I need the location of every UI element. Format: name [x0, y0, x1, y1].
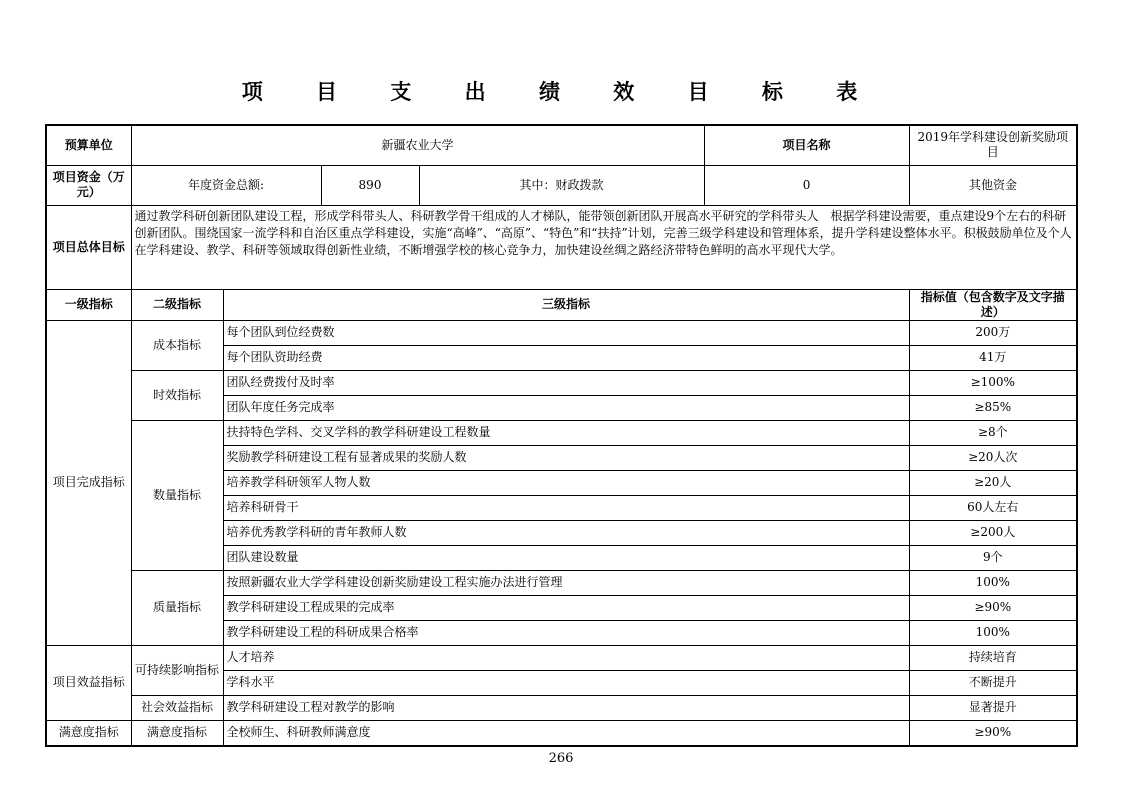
indicator-value: ≥100%	[909, 370, 1077, 395]
fiscal-label: 其中：财政拨款	[419, 165, 704, 205]
indicator-value: ≥20人次	[909, 445, 1077, 470]
budget-unit-label: 预算单位	[46, 125, 131, 165]
col-header-level2: 二级指标	[131, 289, 223, 320]
indicator-value: 9个	[909, 545, 1077, 570]
indicator-name: 全校师生、科研教师满意度	[223, 720, 909, 746]
indicator-value: ≥20人	[909, 470, 1077, 495]
indicator-name: 培养优秀教学科研的青年教师人数	[223, 520, 909, 545]
indicator-name: 团队年度任务完成率	[223, 395, 909, 420]
indicator-value: 60人左右	[909, 495, 1077, 520]
indicator-name: 每个团队资助经费	[223, 345, 909, 370]
overall-goal-label: 项目总体目标	[46, 205, 131, 289]
indicator-value: ≥85%	[909, 395, 1077, 420]
indicator-value: 100%	[909, 620, 1077, 645]
fiscal-value: 0	[704, 165, 909, 205]
indicator-value: ≥90%	[909, 720, 1077, 746]
page-number: 266	[548, 751, 574, 766]
indicator-name: 按照新疆农业大学学科建设创新奖励建设工程实施办法进行管理	[223, 570, 909, 595]
annual-total-value: 890	[321, 165, 419, 205]
indicator-name: 团队建设数量	[223, 545, 909, 570]
indicator-name: 教学科研建设工程成果的完成率	[223, 595, 909, 620]
project-name-value: 2019年学科建设创新奖励项目	[909, 125, 1077, 165]
indicator-value: 41万	[909, 345, 1077, 370]
indicator-value: ≥90%	[909, 595, 1077, 620]
overall-goal-text: 通过教学科研创新团队建设工程，形成学科带头人、科研教学骨干组成的人才梯队，能带领创新团队开展高水平研究的学科带头人 根据学科建设需要，重点建设9个左右的科研创新团队。围绕国家一流学科和自治区重点学科建设，实施“高峰”、“高原”、“特色”和“扶持”计划，完善三级学科建设和管理体系，提升学科建设整体水平。积极鼓励单位及个人在学科建设、教学、科研等领域取得创新性业绩，不断增强学校的核心竞争力，加快建设丝绸之路经济带特色鲜明的高水平现代大学。	[131, 205, 1077, 289]
indicator-value: 不断提升	[909, 670, 1077, 695]
group-completion: 项目完成指标	[46, 320, 131, 645]
indicator-name: 教学科研建设工程的科研成果合格率	[223, 620, 909, 645]
indicator-name: 教学科研建设工程对教学的影响	[223, 695, 909, 720]
indicator-name: 每个团队到位经费数	[223, 320, 909, 345]
sub-quantity: 数量指标	[131, 420, 223, 570]
col-header-value: 指标值（包含数字及文字描述）	[909, 289, 1077, 320]
indicator-name: 人才培养	[223, 645, 909, 670]
sub-timeliness: 时效指标	[131, 370, 223, 420]
indicator-value: ≥8个	[909, 420, 1077, 445]
indicator-value: 200万	[909, 320, 1077, 345]
sub-cost: 成本指标	[131, 320, 223, 370]
indicator-value: 持续培育	[909, 645, 1077, 670]
indicator-value: 100%	[909, 570, 1077, 595]
page-title: 项 目 支 出 绩 效 目 标 表	[241, 79, 881, 104]
sub-satisfaction: 满意度指标	[131, 720, 223, 746]
annual-total-label: 年度资金总额:	[131, 165, 321, 205]
indicator-name: 奖励教学科研建设工程有显著成果的奖励人数	[223, 445, 909, 470]
budget-unit-value: 新疆农业大学	[131, 125, 704, 165]
sub-sustain: 可持续影响指标	[131, 645, 223, 695]
col-header-level1: 一级指标	[46, 289, 131, 320]
indicator-name: 团队经费拨付及时率	[223, 370, 909, 395]
indicator-name: 培养科研骨干	[223, 495, 909, 520]
indicator-value: ≥200人	[909, 520, 1077, 545]
group-benefit: 项目效益指标	[46, 645, 131, 720]
col-header-level3: 三级指标	[223, 289, 909, 320]
indicator-value: 显著提升	[909, 695, 1077, 720]
other-funds-label: 其他资金	[909, 165, 1077, 205]
project-funds-label: 项目资金（万元）	[46, 165, 131, 205]
indicator-name: 扶持特色学科、交叉学科的教学科研建设工程数量	[223, 420, 909, 445]
project-name-label: 项目名称	[704, 125, 909, 165]
sub-social: 社会效益指标	[131, 695, 223, 720]
sub-quality: 质量指标	[131, 570, 223, 645]
indicator-name: 培养教学科研领军人物人数	[223, 470, 909, 495]
performance-target-table	[45, 124, 1078, 747]
group-satisfaction: 满意度指标	[46, 720, 131, 746]
indicator-name: 学科水平	[223, 670, 909, 695]
